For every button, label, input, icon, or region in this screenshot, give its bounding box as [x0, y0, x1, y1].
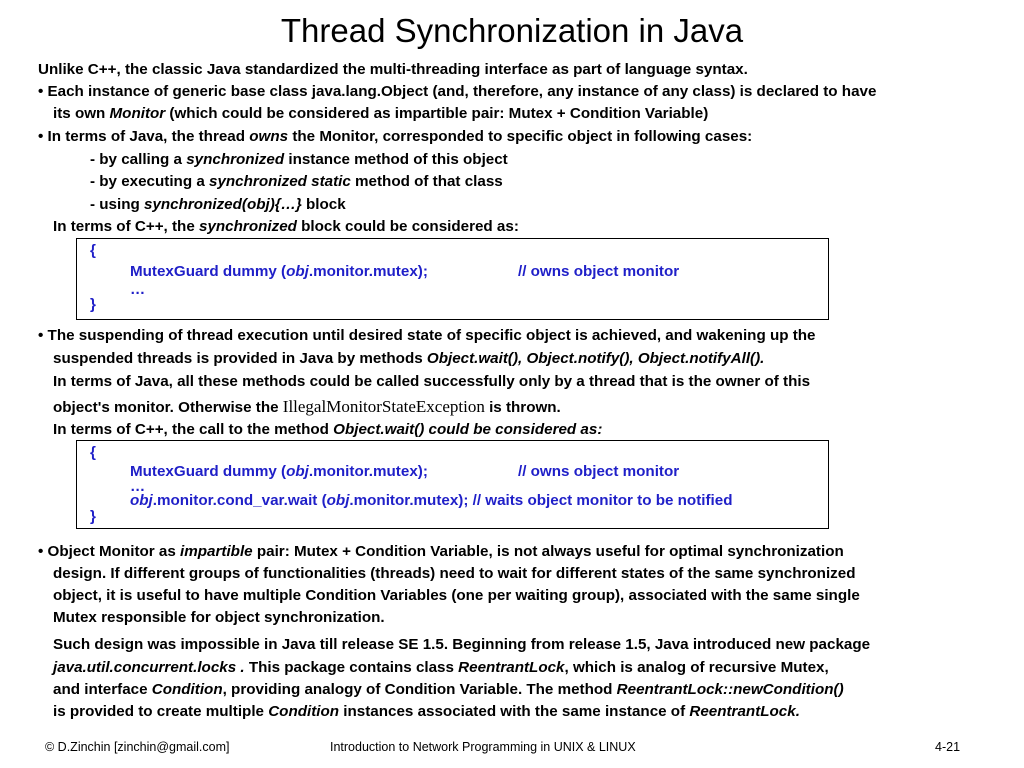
- bullet-2-sub-1: - by calling a synchronized instance method of this object: [90, 151, 508, 168]
- bullet-3-line-4: object's monitor. Otherwise the IllegalMonitorStateException is thrown.: [53, 397, 561, 416]
- para-5-line-2: java.util.concurrent.locks . This package contains class ReentrantLock, which is analog of recursive Mutex,: [53, 659, 829, 676]
- footer-course-title: Introduction to Network Programming in UNIX & LINUX: [330, 740, 636, 754]
- exception-name: IllegalMonitorStateException: [282, 397, 485, 416]
- para-5-line-3: and interface Condition, providing analogy of Condition Variable. The method ReentrantLock::newCondition(): [53, 681, 844, 698]
- bullet-3-line-1: • The suspending of thread execution until desired state of specific object is achieved, and wakening up the: [38, 327, 816, 344]
- bullet-2-cpp-line: In terms of C++, the synchronized block could be considered as:: [53, 218, 519, 235]
- bullet-2-sub-2: - by executing a synchronized static method of that class: [90, 173, 503, 190]
- footer-page-number: 4-21: [935, 740, 961, 754]
- code-1-close-brace: }: [90, 296, 96, 313]
- bullet-3-line-2: suspended threads is provided in Java by methods Object.wait(), Object.notify(), Object.notifyAll().: [53, 350, 765, 367]
- code-2-line-2: obj.monitor.cond_var.wait (obj.monitor.mutex); // waits object monitor to be notified: [130, 492, 733, 509]
- bullet-2-sub-3: - using synchronized(obj){…} block: [90, 196, 346, 213]
- footer-author: © D.Zinchin [zinchin@gmail.com]: [45, 740, 230, 754]
- code-1-open-brace: {: [90, 242, 96, 259]
- bullet-3-line-3: In terms of Java, all these methods could be called successfully only by a thread that is the owner of this: [53, 373, 811, 390]
- bullet-4-line-2: design. If different groups of functionalities (threads) need to wait for different states of the same synchronized: [53, 565, 856, 582]
- bullet-4-line-1: • Object Monitor as impartible pair: Mutex + Condition Variable, is not always useful for optimal synchronization: [38, 543, 844, 560]
- code-1-comment: // owns object monitor: [518, 263, 680, 280]
- bullet-2-line-1: • In terms of Java, the thread owns the Monitor, corresponded to specific object in following cases:: [38, 128, 753, 145]
- code-2-comment: // owns object monitor: [518, 463, 680, 480]
- code-2-ellipsis: …: [130, 478, 146, 495]
- bullet-4-line-4: Mutex responsible for object synchronization.: [53, 609, 385, 626]
- code-box-2: [76, 440, 829, 529]
- bullet-1-line-1: • Each instance of generic base class java.lang.Object (and, therefore, any instance of any class) is declared to have: [38, 83, 877, 100]
- para-5-line-1: Such design was impossible in Java till release SE 1.5. Beginning from release 1.5, Java introduced new package: [53, 636, 871, 653]
- code-2-open-brace: {: [90, 444, 96, 461]
- code-1-line-1: MutexGuard dummy (obj.monitor.mutex);: [130, 263, 428, 280]
- bullet-4-line-3: object, it is useful to have multiple Condition Variables (one per waiting group), associated with the same single: [53, 587, 860, 604]
- intro-line: Unlike C++, the classic Java standardized the multi-threading interface as part of language syntax.: [38, 61, 748, 78]
- slide-title: Thread Synchronization in Java: [280, 12, 744, 49]
- code-1-ellipsis: …: [130, 281, 146, 298]
- bullet-3-line-5: In terms of C++, the call to the method Object.wait() could be considered as:: [53, 421, 603, 438]
- bullet-1-line-2: its own Monitor (which could be considered as impartible pair: Mutex + Condition Variable): [53, 105, 709, 122]
- code-2-line-1: MutexGuard dummy (obj.monitor.mutex);: [130, 463, 428, 480]
- para-5-line-4: is provided to create multiple Condition instances associated with the same instance of ReentrantLock.: [53, 703, 800, 720]
- code-2-close-brace: }: [90, 508, 96, 525]
